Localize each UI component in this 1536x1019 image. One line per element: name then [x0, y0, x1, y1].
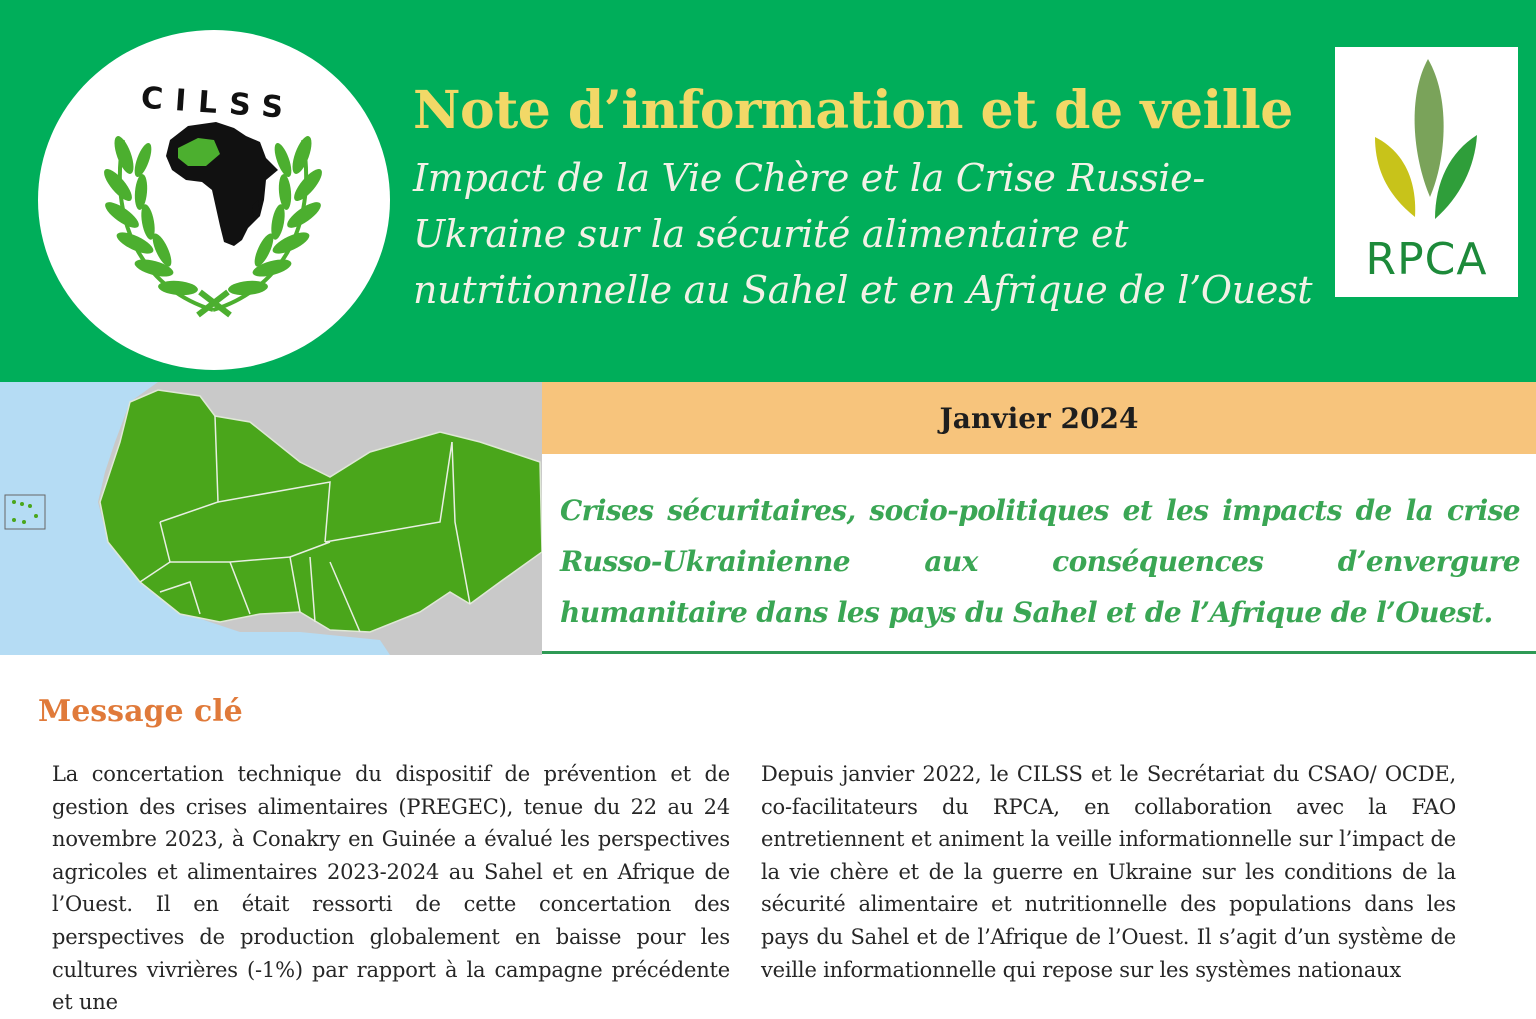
page-subtitle: Impact de la Vie Chère et la Crise Russie-Ukraine sur la sécurité alimentaire et nutritionnelle au Sahel et en Afrique de l’Ouest: [413, 156, 1313, 312]
rpca-logo-text: RPCA: [1365, 234, 1488, 285]
cilss-logo-text: CILSS: [139, 80, 297, 127]
right-paragraph: Depuis janvier 2022, le CILSS et le Secrétariat du CSAO/ OCDE, co-facilitateurs du RPCA, en collaboration avec la FAO entretiennent et animent la veille informationnelle sur l’impact de la vie chère et de la guerre en Ukraine sur les conditions de la sécurité alimentaire et nutritionnelle des populations dans les pays du Sahel et de l’Afrique de l’Ouest. Il s’agit d’un système de veille informationnelle qui repose sur les systèmes nationaux: [761, 762, 1456, 982]
left-paragraph: La concertation technique du dispositif de prévention et de gestion des crises alimentaires (PREGEC), tenue du 22 au 24 novembre 2023, à Conakry en Guinée a évalué les perspectives agricoles et alimentaires 2023-2024 au Sahel et en Afrique de l’Ouest. Il en était ressorti de cette concertation des perspectives de production globalement en baisse pour les cultures vivrières (-1%) par rapport à la campagne précédente et une: [52, 762, 730, 1015]
page-title: Note d’information et de veille: [413, 80, 1293, 141]
date-banner: [542, 382, 1536, 454]
header-banner: [0, 0, 1536, 382]
headline: Crises sécuritaires, socio-politiques et les impacts de la crise Russo-Ukrainienne aux conséquences d’envergure humanitaire dans les pays du Sahel et de l’Afrique de l’Ouest.: [560, 494, 1520, 629]
cilss-logo: [38, 30, 390, 370]
west-africa-map: [0, 382, 542, 655]
issue-date: Janvier 2024: [939, 401, 1139, 435]
divider: [542, 651, 1536, 654]
leaf-icon: [1335, 47, 1518, 237]
section-title: Message clé: [38, 694, 243, 729]
rpca-logo: [1335, 47, 1518, 297]
